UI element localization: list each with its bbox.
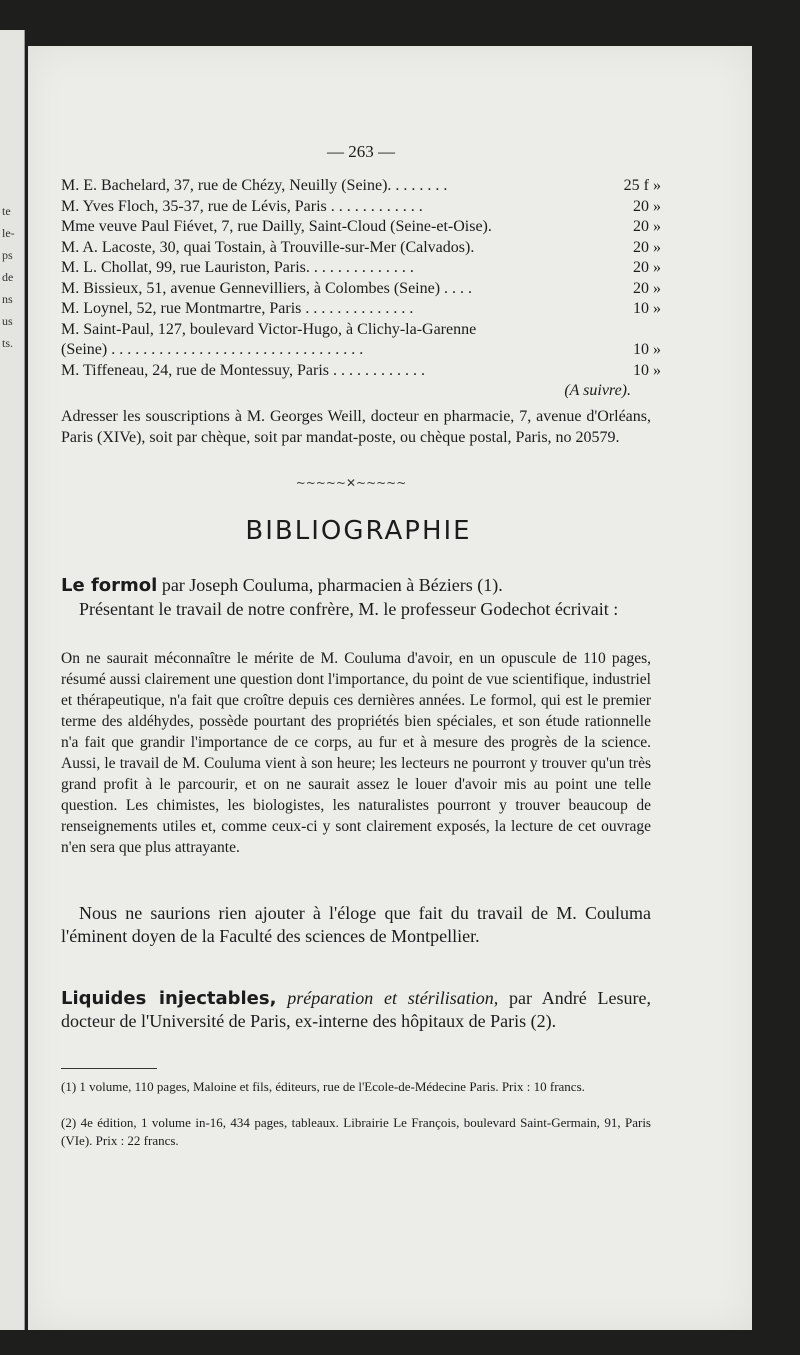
subscriber-amount: 20 » xyxy=(633,259,661,276)
subscriber-amount: 25 f » xyxy=(623,177,661,194)
subscriber-amount: 20 » xyxy=(633,238,661,256)
review-quote: On ne saurait méconnaître le mérite de M. Couluma d'avoir, en un opuscule de 110 pages, résumé aussi clairement une question dont l'importance, du point de vue scientifique, industriel et thérapeutique, n'a fait que croître depuis ces dernières années. Le formol, qui est le premier terme des aldéhydes, possède pourtant des propriétés bien spéciales, et son étude rationnelle n'a fait que grandir l'importance de ce corps, au fur et à mesure des progrès de la science. Aussi, le travail de M. Couluma vient à son heure; les lecteurs ne pourront y trouver qu'un très grand profit à le parcourir, et on ne saurait assez le louer d'avoir mis au point une telle question. Les chimistes, les biologistes, les naturalistes pourront y trouver beaucoup de renseignements utiles et, comme ceux-ci y sont clairement exposés, la lecture de cet ouvrage n'en sera que plus attrayante. xyxy=(61,650,651,856)
list-item xyxy=(61,176,661,197)
subscriber-name: M. Loynel, 52, rue Montmartre, Paris . . . . . . . . . . . . . . xyxy=(61,300,414,317)
footnote-rule xyxy=(61,1068,157,1069)
edge-line: te xyxy=(2,204,11,218)
list-item xyxy=(61,279,661,300)
subscriber-amount: 20 » xyxy=(633,279,661,297)
section-heading: BIBLIOGRAPHIE xyxy=(245,516,472,546)
page-number: — 263 — xyxy=(327,142,395,161)
edge-line: ns xyxy=(2,292,13,306)
subscriber-name: M. E. Bachelard, 37, rue de Chézy, Neuilly (Seine). . . . . . . . xyxy=(61,177,448,194)
subscriber-name: M. Yves Floch, 35-37, rue de Lévis, Paris . . . . . . . . . . . . xyxy=(61,197,423,215)
subscriber-amount: 10 » xyxy=(633,361,661,379)
paragraph-conclusion: Nous ne saurions rien ajouter à l'éloge que fait du travail de M. Couluma l'éminent doyen de la Faculté des sciences de Montpellier. xyxy=(61,903,651,946)
list-item xyxy=(61,238,661,259)
subscriber-amount: 20 » xyxy=(633,197,661,215)
list-item xyxy=(61,258,661,279)
book-details: par Joseph Couluma, pharmacien à Béziers (1). xyxy=(157,575,503,595)
footnote-2: (2) 4e édition, 1 volume in-16, 434 pages, tableaux. Librairie Le François, boulevard Saint-Germain, 91, Paris (VIe). Prix : 22 francs. xyxy=(61,1115,651,1148)
edge-line: ps xyxy=(2,248,13,262)
subscriber-name: M. Bissieux, 51, avenue Gennevilliers, à Colombes (Seine) . . . . xyxy=(61,279,473,297)
subscriber-name: Mme veuve Paul Fiévet, 7, rue Dailly, Saint-Cloud (Seine-et-Oise). xyxy=(61,218,492,235)
book-entry-1 xyxy=(61,574,651,597)
book-title: Liquides injectables, xyxy=(61,988,277,1009)
subscription-list xyxy=(61,176,661,402)
subscriber-amount: 10 » xyxy=(633,300,661,317)
edge-line: us xyxy=(2,314,13,328)
a-suivre: (A suivre). xyxy=(564,382,631,399)
left-page-edge xyxy=(0,30,25,1330)
subscriber-name: (Seine) . . . . . . . . . . . . . . . . . . . . . . . . . . . . . . . . xyxy=(61,341,364,358)
book-title: Le formol xyxy=(61,575,158,596)
list-item xyxy=(61,320,661,341)
list-item xyxy=(61,361,661,382)
subscriber-name: M. Saint-Paul, 127, boulevard Victor-Hugo, à Clichy-la-Garenne xyxy=(61,320,477,338)
footnote-1: (1) 1 volume, 110 pages, Maloine et fils, éditeurs, rue de l'Ecole-de-Médecine Paris. Prix : 10 francs. xyxy=(61,1079,585,1094)
document-page xyxy=(28,46,752,1330)
book-entry-2 xyxy=(61,987,651,1033)
subscriber-name: M. Tiffeneau, 24, rue de Montessuy, Paris . . . . . . . . . . . . xyxy=(61,361,425,379)
subscriber-name: M. A. Lacoste, 30, quai Tostain, à Trouville-sur-Mer (Calvados). xyxy=(61,238,475,256)
subscriber-name: M. L. Chollat, 99, rue Lauriston, Paris. . . . . . . . . . . . . . xyxy=(61,259,414,276)
list-item xyxy=(61,340,661,361)
list-item xyxy=(61,197,661,218)
paragraph-intro: Présentant le travail de notre confrère, M. le professeur Godechot écrivait : xyxy=(79,599,619,619)
edge-line: le- xyxy=(2,226,15,240)
subscriber-amount: 10 » xyxy=(633,341,661,358)
list-item xyxy=(61,299,661,320)
left-page-text xyxy=(2,200,15,354)
subscriber-amount: 20 » xyxy=(633,218,661,235)
edge-line: ts. xyxy=(2,336,14,350)
ornament-divider: ~~~~~✕~~~~~ xyxy=(295,476,407,490)
list-item xyxy=(61,217,661,238)
book-subtitle: préparation et stérilisation, xyxy=(276,988,499,1008)
edge-line: de xyxy=(2,270,14,284)
book-details: par André Lesure, docteur de l'Université de Paris, ex-interne des hôpitaux de Paris (2). xyxy=(61,988,651,1031)
subscriber-amount xyxy=(621,320,661,341)
subscription-instructions: Adresser les souscriptions à M. Georges Weill, docteur en pharmacie, 7, avenue d'Orléans, Paris (XIVe), soit par chèque, soit par mandat-poste, ou chèque postal, Paris, no 20579. xyxy=(61,408,651,446)
